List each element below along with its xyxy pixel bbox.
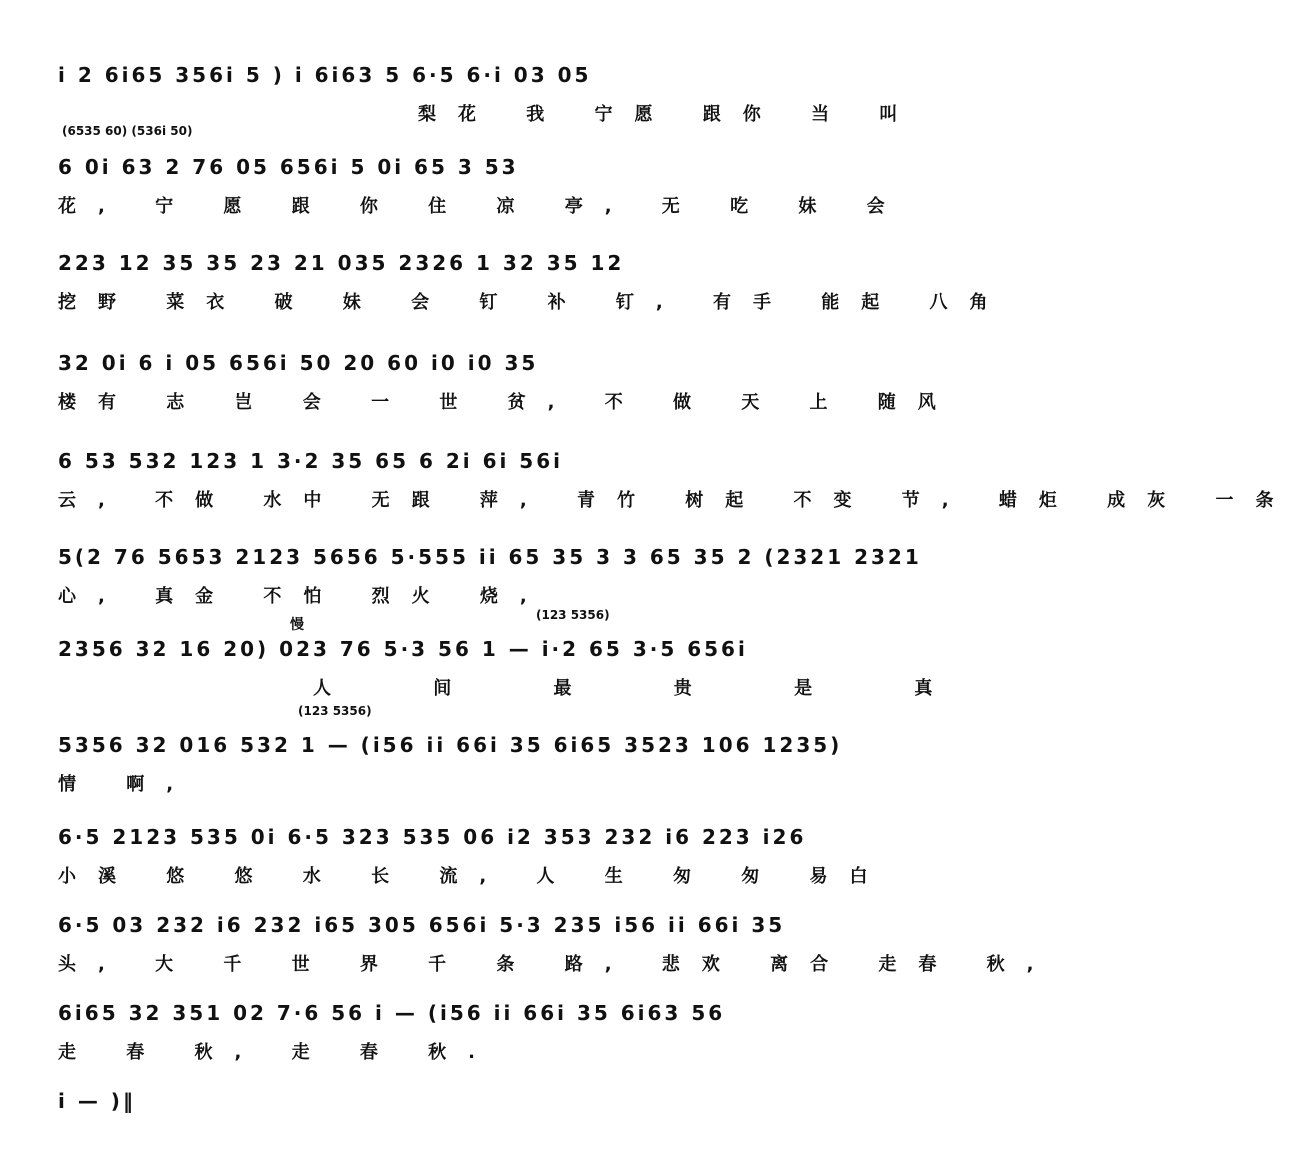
lyrics-line: 走 春 秋, 走 春 秋. — [58, 1042, 498, 1063]
tempo-mark: 慢 — [290, 617, 304, 633]
notation-line: 223 12 35 35 23 21 035 2326 1 32 35 12 — [58, 251, 625, 275]
notation-line: 2356 32 16 20) 023 76 5·3 56 1 — i·2 65 3·5 656i — [58, 637, 748, 661]
lyrics-line: 情 啊, — [58, 774, 196, 795]
lyrics-line: 云, 不做 水中 无跟 萍, 青竹 树起 不变 节, 蜡炬 成灰 一条 — [58, 490, 1295, 511]
lyrics-line: 花, 宁 愿 跟 你 住 凉 亭, 无 吃 妹 会 — [58, 196, 907, 217]
lyrics-line: 楼有 志 岂 会 一 世 贫, 不 做 天 上 随风 — [58, 392, 958, 413]
notation-line: i — )‖ — [58, 1089, 136, 1113]
lyrics-line: 心, 真金 不怕 烈火 烧, — [58, 586, 549, 607]
lyrics-line: 梨花 我 宁愿 跟你 当 叫 — [418, 104, 920, 125]
notation-line: 5(2 76 5653 2123 5656 5·555 ii 65 35 3 3 65 35 2 (2321 2321 — [58, 545, 922, 569]
notation-line: 6 0i 63 2 76 05 656i 5 0i 65 3 53 — [58, 155, 519, 179]
notation-line: 6·5 2123 535 0i 6·5 323 535 06 i2 353 232 i6 223 i26 — [58, 825, 807, 849]
notation-line: 5356 32 016 532 1 — (i56 ii 66i 35 6i65 3523 106 1235) — [58, 733, 843, 757]
notation-line: 6 53 532 123 1 3·2 35 65 6 2i 6i 56i — [58, 449, 563, 473]
notation-line: 6i65 32 351 02 7·6 56 i — (i56 ii 66i 35 6i63 56 — [58, 1001, 726, 1025]
notation-line: 32 0i 6 i 05 656i 50 20 60 i0 i0 35 — [58, 351, 539, 375]
lyrics-line: 人 间 最 贵 是 真 — [313, 678, 981, 699]
lyrics-line: 头, 大 千 世 界 千 条 路, 悲欢 离合 走春 秋, — [58, 954, 1056, 975]
notation-line: 6·5 03 232 i6 232 i65 305 656i 5·3 235 i56 ii 66i 35 — [58, 913, 786, 937]
lyrics-line: 小溪 悠 悠 水 长 流, 人 生 匆 匆 易白 — [58, 866, 890, 887]
cue-notes: (6535 60) (536i 50) — [62, 124, 193, 138]
cue-notes: (123 5356) — [536, 608, 610, 622]
lyrics-line: 挖野 菜衣 破 妹 会 钉 补 钉, 有手 能起 八角 — [58, 292, 1010, 313]
notation-line: i 2 6i65 356i 5 ) i 6i63 5 6·5 6·i 03 05 — [58, 63, 592, 87]
cue-notes: (123 5356) — [298, 704, 372, 718]
